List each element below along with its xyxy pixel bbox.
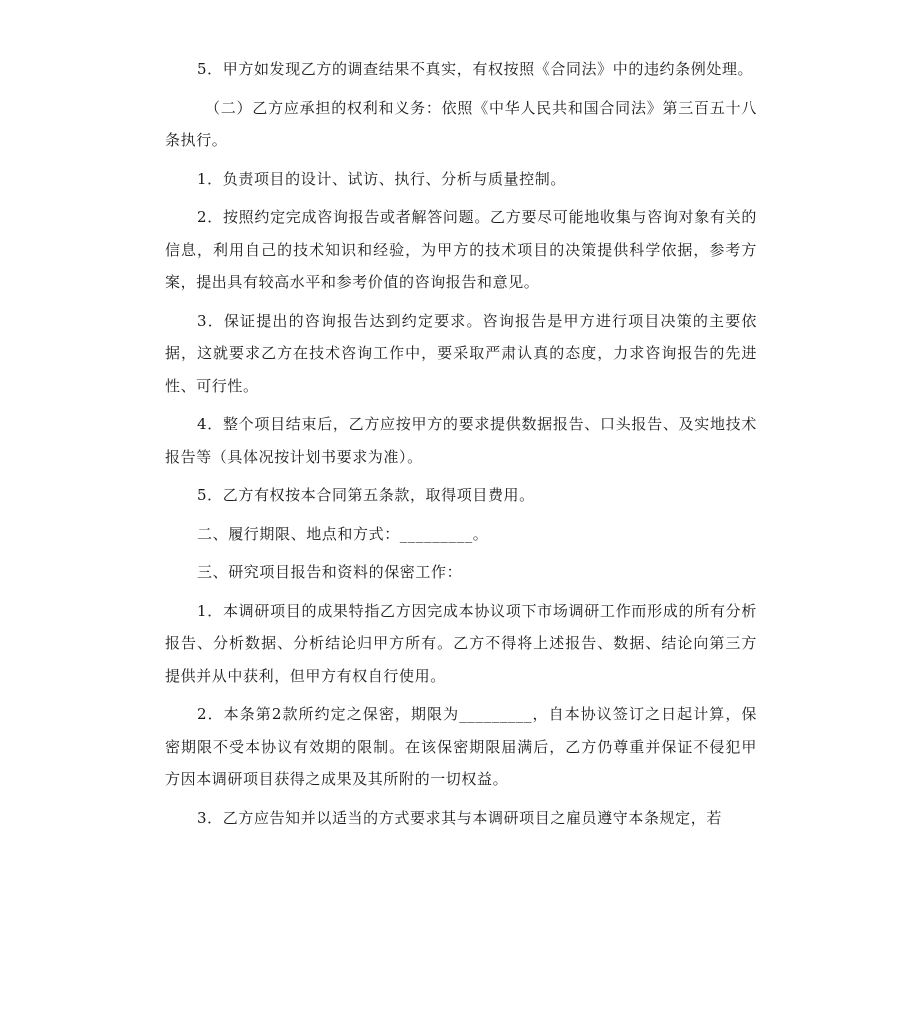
- clause-3-employee-compliance: 3．乙方应告知并以适当的方式要求其与本调研项目之雇员遵守本条规定，若: [197, 808, 722, 827]
- clause-5-project-fee: 5．乙方有权按本合同第五条款，取得项目费用。: [197, 486, 535, 504]
- document-page: [165, 53, 757, 840]
- clause-1-project-responsibility: 1．负责项目的设计、试访、执行、分析与质量控制。: [197, 169, 566, 188]
- clause-2-consulting-report: 2．按照约定完成咨询报告或者解答问题。乙方要尽可能地收集与咨询对象有关的信息，利用自己的技术知识和经验，为甲方的技术项目的决策提供科学依据，参考方案，提出具有较高水平和参考价值的咨询报告和意见。: [165, 208, 757, 291]
- section-performance-terms: 二、履行期限、地点和方式：_________。: [197, 524, 489, 543]
- section-confidentiality-heading: 三、研究项目报告和资料的保密工作：: [197, 563, 463, 581]
- clause-5-investigation-result: 5．甲方如发现乙方的调查结果不真实，有权按照《合同法》中的违约条例处理。: [197, 60, 754, 78]
- clause-2-confidentiality-period: 2．本条第2款所约定之保密，期限为_________，自本协议签订之日起计算，保密期限不受本协议有效期的限制。在该保密期限届满后，乙方仍尊重并保证不侵犯甲方因本调研项目获得之成果及其所附的一切权益。: [165, 705, 757, 788]
- clause-4-final-reports: 4．整个项目结束后，乙方应按甲方的要求提供数据报告、口头报告、及实地技术报告等（具体况按计划书要求为准）。: [165, 415, 757, 466]
- clause-1-results-ownership: 1．本调研项目的成果特指乙方因完成本协议项下市场调研工作而形成的所有分析报告、分析数据、分析结论归甲方所有。乙方不得将上述报告、数据、结论向第三方提供并从中获利，但甲方有权自行使用。: [165, 601, 757, 685]
- section-party-b-rights: （二）乙方应承担的权利和义务：依照《中华人民共和国合同法》第三百五十八条执行。: [165, 98, 757, 149]
- clause-3-report-requirements: 3．保证提出的咨询报告达到约定要求。咨询报告是甲方进行项目决策的主要依据，这就要求乙方在技术咨询工作中，要采取严肃认真的态度，力求咨询报告的先进性、可行性。: [165, 311, 757, 395]
